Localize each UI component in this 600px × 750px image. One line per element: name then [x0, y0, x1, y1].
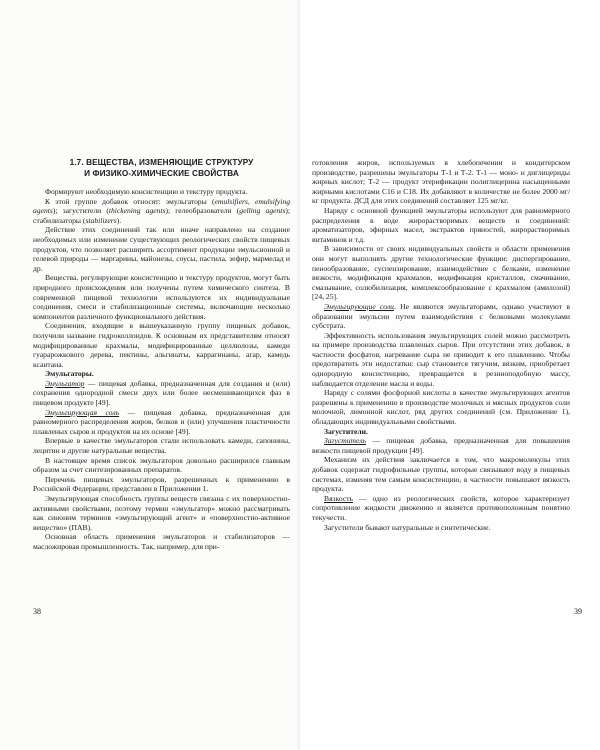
subheading-emulsifiers: Эмульгаторы.	[45, 369, 94, 379]
english-term: gelling agents	[239, 206, 286, 216]
paragraph: Наряду с основной функцией эмульгаторы используют для равномерного распределения в воде жирорастворимых веществ и соединений: ароматизаторов, эфирных масел, экстрактов пряностей, жирорастворимых витаминов и т.д.	[312, 205, 570, 244]
definition-paragraph	[312, 494, 570, 523]
english-term: emulsifiers, emulsifying agents	[33, 196, 290, 216]
text-run: ); гелеобразователи (	[165, 206, 240, 216]
defined-term: Вязкость	[324, 493, 353, 503]
paragraph: Соединения, входящие в вышеуказанную группу пищевых добавок, получили название гидроколлоидов. К основным их представителям относят модифицированные крахмалы, модифицированные целлюлозы, камеди гуарарожкового дерева, пектины, альгинаты, каррагинаны, агар, камедь ксантана.	[33, 321, 290, 369]
text-run: ).	[116, 215, 122, 225]
paragraph: Основная область применения эмульгаторов и стабилизаторов — масложировая промышленность. Так, например, для при-	[33, 532, 290, 551]
paragraph: готовления жиров, используемых в хлебопечении и кондитерском производстве, разрешены эмульгаторы Т-1 и Т-2. Т-1 — моно- и диглицериды жирных кислот; Т-2 — продукт этерификации полиглицерина насыщенными жирными кислотами С16 и С18. Их добавляют в количестве не более 2000 мг/кг продукта. ДСД для этих соединений составляет 125 мг/кг.	[312, 158, 570, 206]
english-term: stabilizers	[85, 215, 117, 225]
defined-term: Эмульгирующая соль	[45, 407, 120, 417]
defined-term: Эмульгатор	[45, 378, 85, 388]
definition-paragraph	[33, 408, 290, 437]
defined-term: Загуститель	[324, 436, 366, 446]
definition-paragraph	[312, 302, 570, 331]
paragraph: В зависимости от своих индивидуальных свойств и области применения они могут выполнять другие технологические функции: диспергирование, пенообразование, суспензирование, взаимодействие с белками, изменение вязкости, модификация крахмалов, модификация кристаллов, смачивание, смазывание, солюбилизация, комплексообразование с крахмалом (амилозой) [24, 25].	[312, 244, 570, 302]
section-heading-line-2: И ФИЗИКО-ХИМИЧЕСКИЕ СВОЙСТВА	[84, 168, 239, 178]
paragraph: Наряду с солями фосфорной кислоты в качестве эмульгирующих агентов разрешены к применению в производстве молочных и мясных продуктов соли молочной, лимонной кислот, ряд других соединений (см. Приложение 1), обладающих индивидуальными свойствами.	[312, 388, 570, 427]
paragraph: Действие этих соединений так или иначе направлено на создание необходимых или изменение существующих реологических свойств пищевых продуктов, что позволяет расширить ассортимент продукции эмульсионной и гелевой природы — маргарины, майонезы, соусы, пастила, зефир, мармелад и др.	[33, 225, 290, 273]
paragraph	[33, 197, 290, 226]
right-page	[300, 0, 600, 750]
paragraph: Перечень пищевых эмульгаторов, разрешенных к применению в Российской Федерации, представлен в Приложении 1.	[33, 474, 290, 494]
page-number-right: 39	[574, 607, 582, 616]
subheading-thickeners: Загустители.	[324, 426, 368, 436]
paragraph: Загустители бывают натуральные и синтетические.	[324, 522, 491, 532]
definition-paragraph	[312, 436, 570, 455]
definition-text: — пищевая добавка, предназначенная для создания и (или) сохранения однородной смеси двух или более несмешивающихся фаз в пищевом продукте [49].	[33, 378, 290, 408]
paragraph: Формируют необходимую консистенцию и текстуру продукта.	[45, 187, 248, 196]
paragraph: Эмульгирующая способность группы веществ связана с их поверхностно-активными свойствами, поэтому термин «эмульгатор» можно рассматривать как синоним терминов «эмульгирующий агент» и «поверхностно-активное вещество» (ПАВ).	[33, 494, 290, 532]
definition-text: — пищевая добавка, предназначенная для равномерного распределения жиров, белков и (или) улучшения пластичности плавленых сыров и продуктов на их основе [49].	[33, 407, 290, 436]
definition-text: . Не являются эмульгаторами, однако участвуют в образовании эмульсии путем взаимодействия с белковыми молекулами субстрата.	[312, 301, 570, 331]
paragraph: Впервые в качестве эмульгаторов стали использовать камеди, сапонины, лецитин и другие натуральные вещества.	[33, 436, 290, 456]
defined-term: Эмульгирующие соли	[324, 301, 394, 311]
paragraph: Эффективность использования эмульгирующих солей можно рассмотреть на примере производства плавленых сыров. При отсутствии этих добавок, в частности фосфатов, нагревание сыра не приводит к его плавлению. Чтобы предотвратить эти недостатки: сыр становится тягучим, вязким, приобретает однородную консистенцию, превращается в резиноподобную массу, наблюдается отделение масла и воды.	[312, 330, 570, 388]
english-term: thickening agents	[108, 206, 166, 216]
paragraph: Механизм их действия заключается в том, что макромолекулы этих добавок содержат гидрофильные группы, которые связывают воду в пищевых системах, изменяя тем самым консистенцию, в частности повышают вязкость продукта.	[312, 455, 570, 494]
section-heading	[33, 158, 290, 179]
text-run: К этой группе добавок относят: эмульгаторы (	[45, 196, 215, 206]
text-run: ); стабилизаторы (	[33, 206, 290, 225]
paragraph: В настоящее время список эмульгаторов довольно расширился главным образом за счет синтезированных препаратов.	[33, 455, 290, 475]
definition-paragraph	[33, 379, 290, 408]
paragraph: Вещества, регулирующие консистенцию и текстуру продуктов, могут быть природного происхождения или получены путем химического синтеза. В современной пищевой технологии используются их индивидуальные соединения, смеси и стабилизационные системы, включающие несколько компонентов различного функционального действия.	[33, 273, 290, 321]
definition-text: — пищевая добавка, предназначенная для повышения вязкости пищевой продукции [49].	[312, 436, 570, 455]
page-number-left: 38	[33, 607, 41, 616]
text-run: ); загустители (	[52, 206, 109, 216]
section-heading-line-1: 1.7. ВЕЩЕСТВА, ИЗМЕНЯЮЩИЕ СТРУКТУРУ	[69, 158, 254, 167]
definition-text: — одно из реологических свойств, которое характеризует сопротивление жидкости движению и является противоположным понятию текучести.	[312, 493, 570, 522]
